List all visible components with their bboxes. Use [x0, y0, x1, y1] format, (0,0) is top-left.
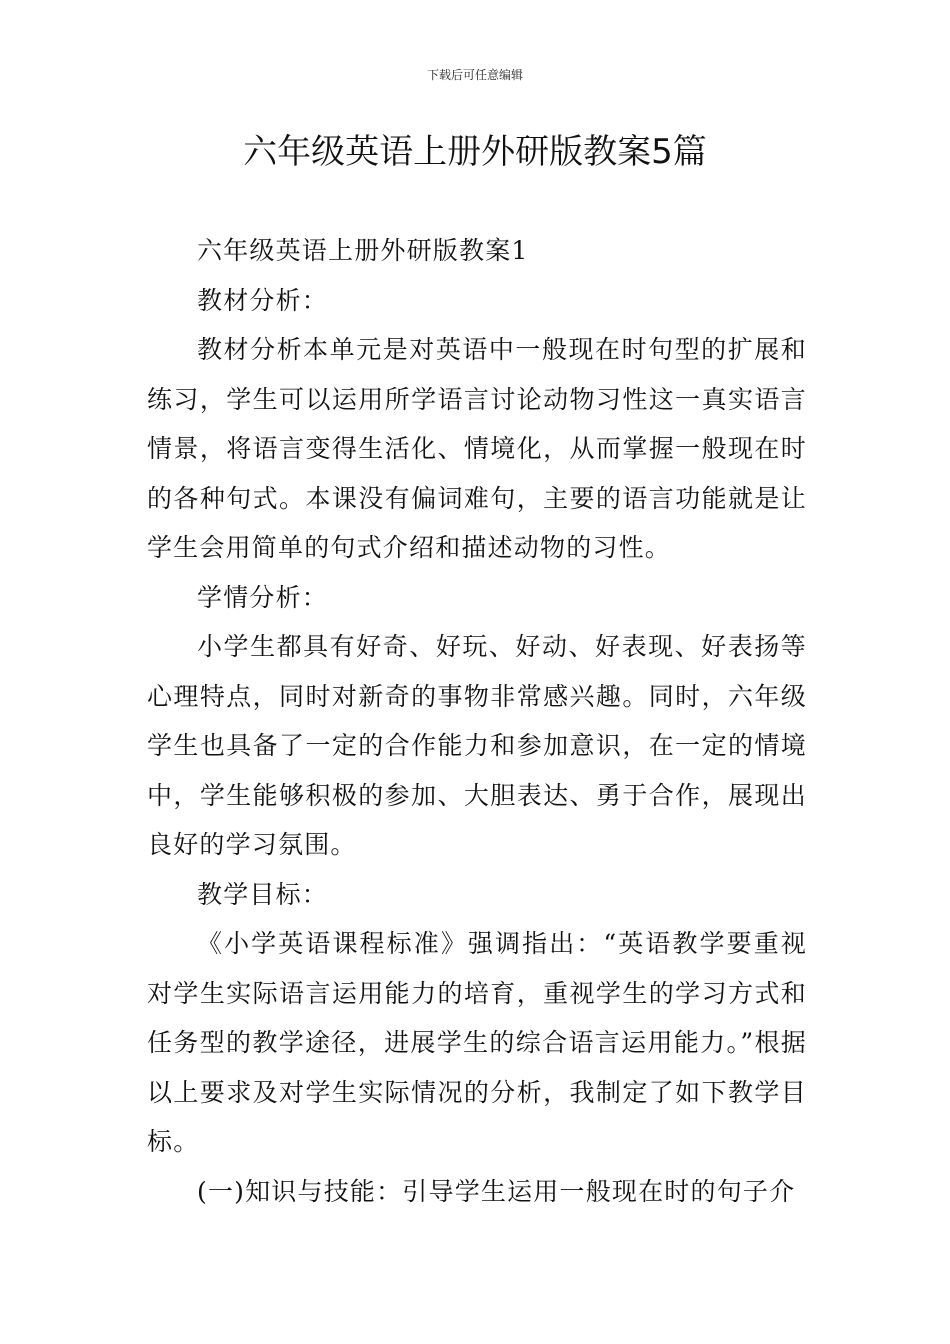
paragraph-student-analysis: 小学生都具有好奇、好玩、好动、好表现、好表扬等心理特点，同时对新奇的事物非常感兴趣。同时，六年级学生也具备了一定的合作能力和参加意识，在一定的情境中，学生能够积极的参加、大胆表达、勇于合作，展现出良好的学习氛围。	[147, 632, 807, 859]
heading-textbook-analysis: 教材分析：	[197, 285, 329, 315]
header-note: 下载后可任意编辑	[426, 68, 523, 82]
section-heading-lesson-1: 六年级英语上册外研版教案1	[197, 236, 529, 265]
document-title: 六年级英语上册外研版教案5篇	[243, 132, 707, 172]
paragraph-knowledge-skills: (一)知识与技能：引导学生运用一般现在时的句子介	[197, 1176, 796, 1206]
paragraph-teaching-objectives: 《小学英语课程标准》强调指出：“英语教学要重视对学生实际语言运用能力的培育，重视学生的学习方式和任务型的教学途径，进展学生的综合语言运用能力。”根据以上要求及对学生实际情况的分析，我制定了如下教学目标。	[147, 929, 807, 1156]
heading-student-analysis: 学情分析：	[197, 582, 329, 612]
paragraph-textbook-analysis: 教材分析本单元是对英语中一般现在时句型的扩展和练习，学生可以运用所学语言讨论动物习性这一真实语言情景，将语言变得生活化、情境化，从而掌握一般现在时的各种句式。本课没有偏词难句，主要的语言功能就是让学生会用简单的句式介绍和描述动物的习性。	[147, 335, 807, 562]
heading-teaching-objectives: 教学目标：	[197, 879, 329, 909]
document-body	[147, 226, 807, 1216]
